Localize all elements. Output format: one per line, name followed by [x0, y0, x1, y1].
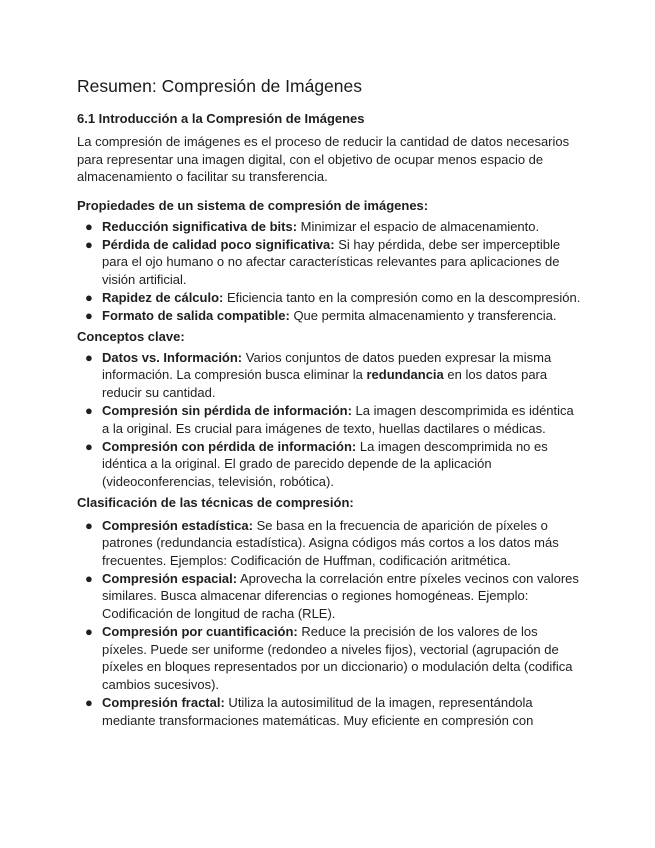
item-text: en los datos para reducir su cantidad.: [102, 367, 548, 401]
classification-list: [77, 517, 582, 730]
item-text: Utiliza la autosimilitud de la imagen, representándola mediante transformaciones matemáticas. Muy eficiente en compresión con: [102, 695, 534, 728]
item-term: Compresión por cuantificación:: [102, 624, 298, 640]
list-item: [77, 236, 582, 289]
bullet-icon: ●: [85, 570, 93, 586]
properties-heading: Propiedades de un sistema de compresión de imágenes:: [77, 197, 429, 213]
list-item: [77, 349, 582, 402]
classification-heading: Clasificación de las técnicas de compresión:: [77, 494, 354, 510]
document-title: Resumen: Compresión de Imágenes: [77, 76, 363, 96]
item-text: Minimizar el espacio de almacenamiento.: [297, 218, 540, 234]
item-text: La imagen descomprimida es idéntica a la original. Es crucial para imágenes de texto, huellas dactilares o médicas.: [102, 403, 574, 436]
item-text: Reduce la precisión de los valores de los píxeles. Puede ser uniforme (redondeo a niveles fijos), vectorial (agrupación de píxeles en bloques representados por un diccionario) o modulación delta (codifica cambios sucesivos).: [102, 624, 573, 692]
item-text: Si hay pérdida, debe ser imperceptible para el ojo humano o no afectar características relevantes para aplicaciones de visión artificial.: [102, 236, 561, 288]
bullet-icon: ●: [85, 517, 93, 533]
item-term: Compresión con pérdida de información:: [102, 438, 357, 454]
item-text: Aprovecha la correlación entre píxeles vecinos con valores similares. Busca almacenar diferencias o regiones homogéneas. Ejemplo: Codificación de longitud de racha (RLE).: [102, 570, 579, 622]
bullet-icon: ●: [85, 403, 93, 419]
concepts-heading: Conceptos clave:: [77, 328, 185, 344]
list-item: [77, 517, 582, 570]
properties-list: [77, 218, 582, 325]
item-term: Pérdida de calidad poco significativa:: [102, 236, 335, 252]
concepts-list: [77, 349, 582, 491]
bullet-icon: ●: [85, 290, 93, 306]
item-term: Formato de salida compatible:: [102, 308, 290, 324]
list-item: [77, 694, 582, 729]
item-term: Datos vs. Información:: [102, 349, 243, 365]
list-item: [77, 402, 582, 437]
item-text: Eficiencia tanto en la compresión como en la descompresión.: [223, 290, 581, 306]
item-text: Que permita almacenamiento y transferencia.: [289, 308, 557, 324]
bullet-icon: ●: [85, 624, 93, 640]
item-term: Compresión sin pérdida de información:: [102, 403, 352, 419]
item-term: Compresión espacial:: [102, 570, 238, 586]
bullet-icon: ●: [85, 218, 93, 234]
item-bold-word: redundancia: [366, 367, 444, 383]
list-item: [77, 307, 582, 325]
item-term: Compresión estadística:: [102, 517, 253, 533]
bullet-icon: ●: [85, 695, 93, 711]
list-item: [77, 570, 582, 623]
list-item: [77, 218, 582, 236]
item-text: La imagen descomprimida no es idéntica a la original. El grado de parecido depende de la aplicación (videoconferencias, televisión, robótica).: [102, 438, 548, 489]
item-term: Reducción significativa de bits:: [102, 218, 298, 234]
list-item: [77, 438, 582, 491]
intro-paragraph: La compresión de imágenes es el proceso de reducir la cantidad de datos necesarios para representar una imagen digital, con el objetivo de ocupar menos espacio de almacenamiento o facilitar su transferencia.: [77, 134, 570, 185]
bullet-icon: ●: [85, 236, 93, 252]
bullet-icon: ●: [85, 349, 93, 365]
item-text: Se basa en la frecuencia de aparición de píxeles o patrones (redundancia estadística). Asigna códigos más cortos a los datos más frecuentes. Ejemplos: Codificación de Huffman, codificación aritmética.: [102, 517, 559, 568]
list-item: [77, 289, 582, 307]
bullet-icon: ●: [85, 308, 93, 324]
document-page: [77, 74, 582, 731]
list-item: [77, 623, 582, 693]
item-text: Varios conjuntos de datos pueden expresar la misma información. La compresión busca eliminar la: [102, 349, 552, 383]
item-term: Compresión fractal:: [102, 695, 225, 711]
bullet-icon: ●: [85, 438, 93, 454]
item-term: Rapidez de cálculo:: [102, 290, 224, 306]
section-heading: 6.1 Introducción a la Compresión de Imágenes: [77, 111, 365, 126]
